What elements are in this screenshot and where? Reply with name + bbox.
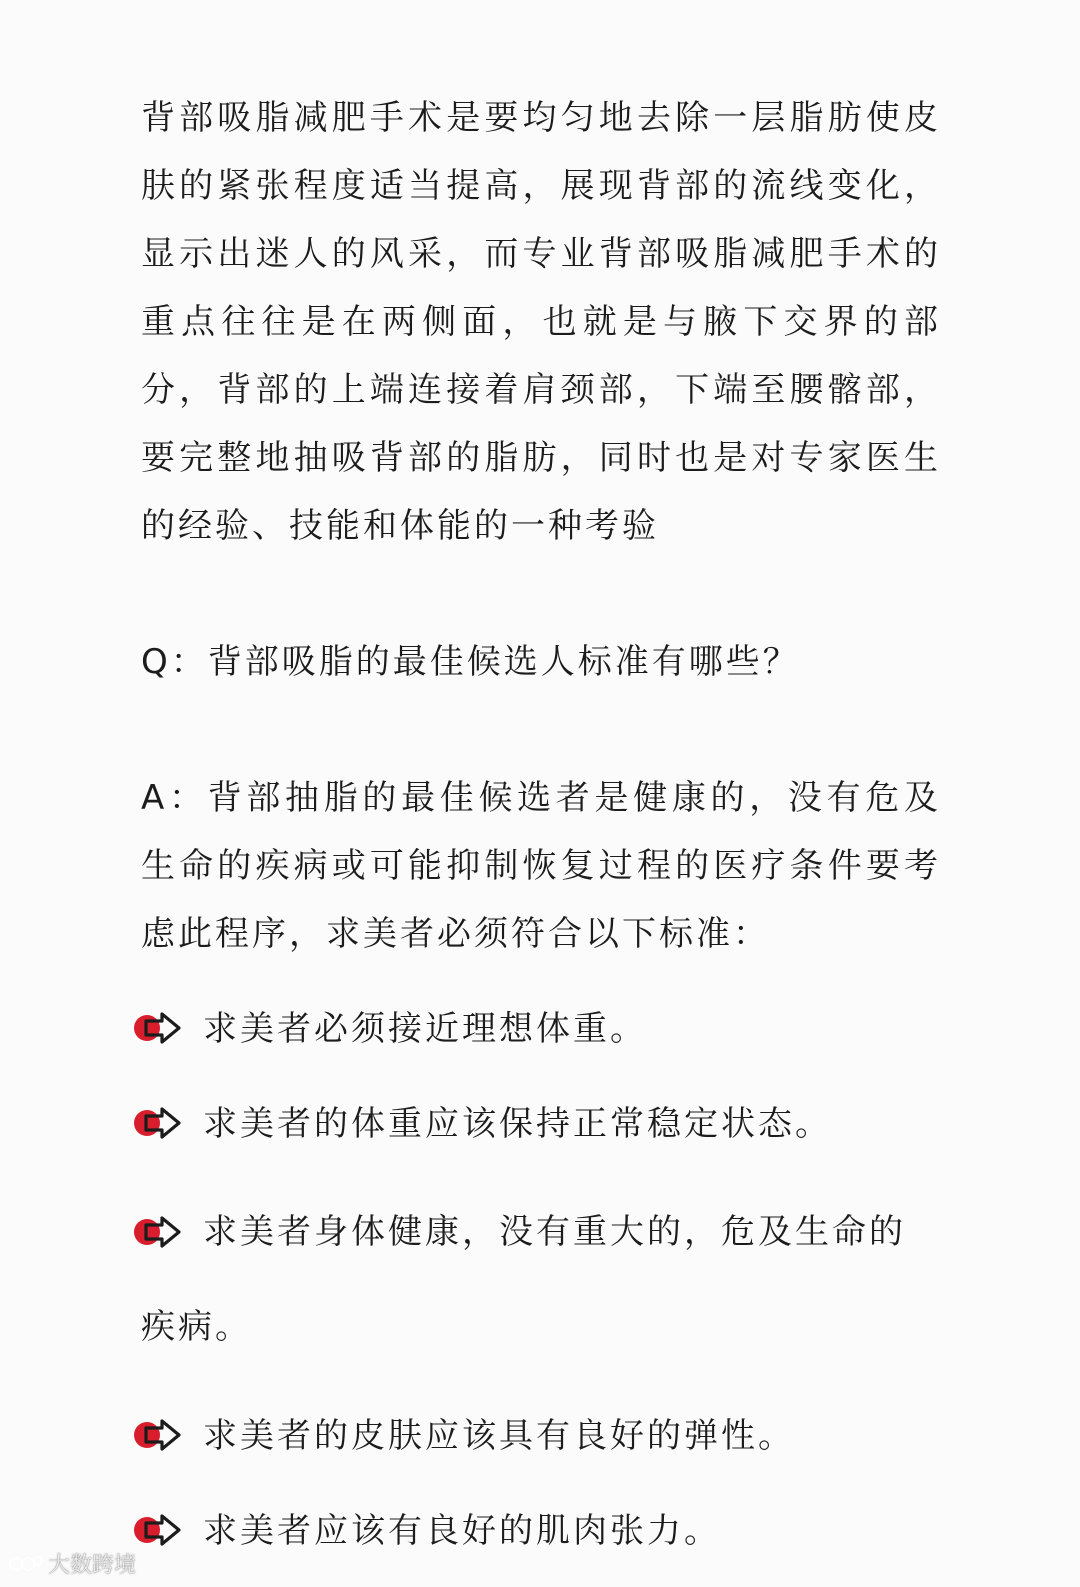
criterion-item bbox=[141, 1497, 941, 1565]
arrow-bullet-icon bbox=[133, 1215, 185, 1249]
criterion-text: 求美者应该有良好的肌肉张力。 bbox=[203, 1511, 721, 1551]
answer-text: A：背部抽脂的最佳候选者是健康的，没有危及生命的疾病或可能抑制恢复过程的医疗条件要考虑此程序，求美者必须符合以下标准： bbox=[141, 778, 941, 954]
watermark-logo-icon bbox=[8, 1553, 44, 1575]
arrow-bullet-icon bbox=[133, 1106, 185, 1140]
arrow-bullet-icon bbox=[133, 1513, 185, 1547]
arrow-bullet-icon bbox=[133, 1011, 185, 1045]
criterion-text: 求美者身体健康，没有重大的，危及生命的疾病。 bbox=[141, 1212, 906, 1347]
question-text: Q：背部吸脂的最佳候选人标准有哪些？ bbox=[141, 642, 800, 682]
criterion-item bbox=[141, 1185, 941, 1375]
criterion-item bbox=[141, 995, 941, 1063]
arrow-bullet-icon bbox=[133, 1418, 185, 1452]
criterion-text: 求美者的皮肤应该具有良好的弹性。 bbox=[203, 1416, 795, 1456]
criterion-item bbox=[141, 1402, 941, 1470]
criterion-text: 求美者的体重应该保持正常稳定状态。 bbox=[203, 1104, 832, 1144]
watermark-text: 大数跨境 bbox=[48, 1553, 137, 1578]
criteria-list bbox=[141, 995, 941, 1565]
intro-paragraph: 背部吸脂减肥手术是要均匀地去除一层脂肪使皮肤的紧张程度适当提高，展现背部的流线变化，显示出迷人的风采，而专业背部吸脂减肥手术的重点往往是在两侧面，也就是与腋下交界的部分，背部的上端连接着肩颈部，下端至腰髂部，要完整地抽吸背部的脂肪，同时也是对专家医生的经验、技能和体能的一种考验 bbox=[141, 98, 941, 546]
criterion-text: 求美者必须接近理想体重。 bbox=[203, 1009, 647, 1049]
article bbox=[141, 84, 941, 1565]
criterion-item bbox=[141, 1090, 941, 1158]
watermark bbox=[8, 1548, 136, 1579]
